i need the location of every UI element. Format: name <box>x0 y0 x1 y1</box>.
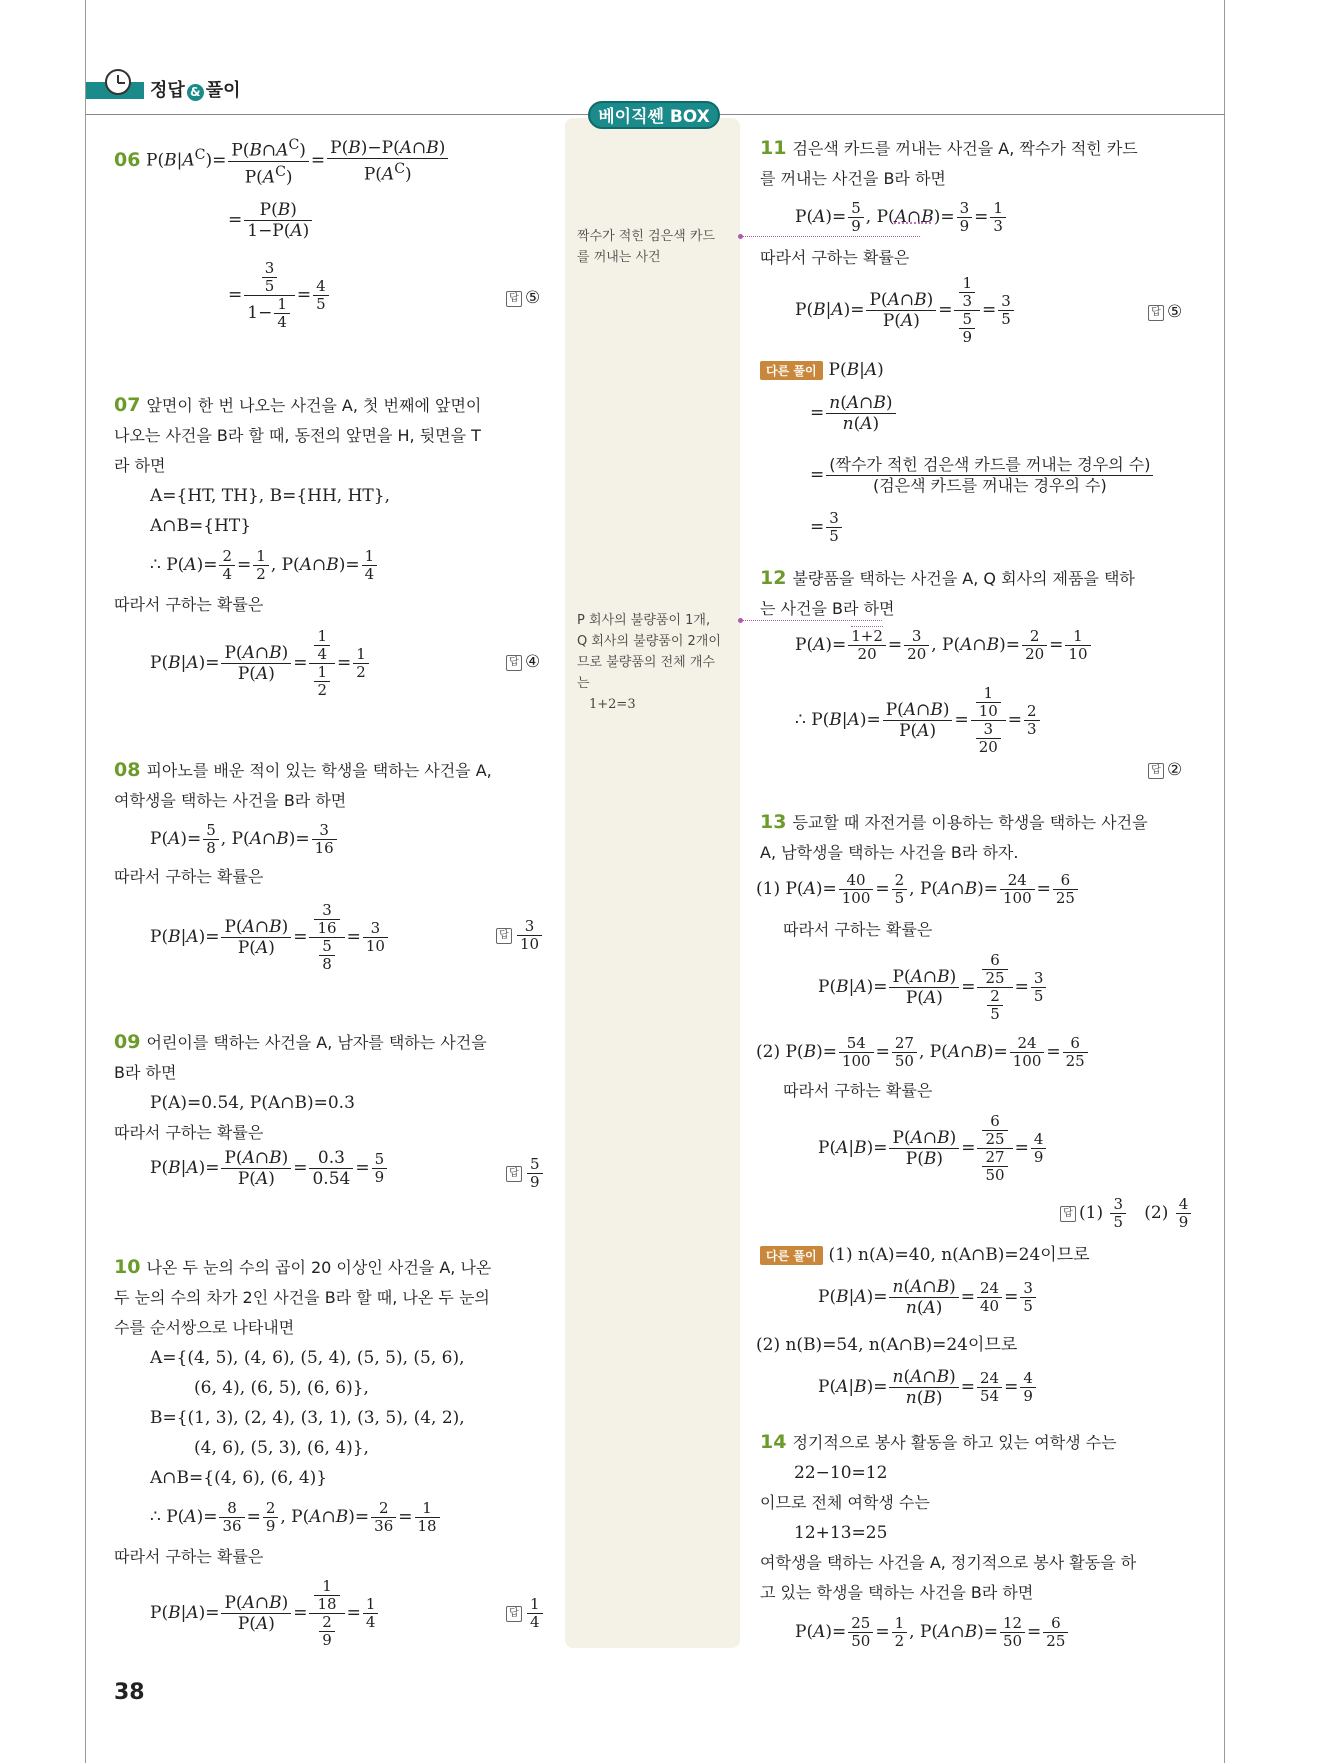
side-note-2-line: 므로 불량품의 전체 개수 <box>577 655 715 670</box>
p06-eq3: = $\frac{3}{5}$ 1− $\frac{1}{4}$ = $\frac{4}{5}$ <box>228 260 331 331</box>
p12-answer <box>1148 760 1182 780</box>
p13-eq1: (1) P(A)= $\frac{40}{100}$ = $\frac{2}{5}$ , P(A∩B)= $\frac{24}{100}$ = $\frac{6}{25}$ <box>756 872 1080 907</box>
p13-eq2: P(B|A)= $\frac{P(A\cap B)}{P(A)}$ = $\frac{\frac{6}{25}}{\frac{2}{5}}$ = $\frac{3}{5}$ <box>818 952 1048 1023</box>
p10-line: 두 눈의 수의 차가 2인 사건을 B라 할 때, 나온 두 눈의 <box>114 1288 490 1307</box>
p11-alt-3: = $\frac{\text{(짝수가 적힌 검은색 카드를 꺼내는 경우의 수)}}{\text{(검은색 카드를 꺼내는 경우의 수)}}$ <box>810 455 1155 496</box>
p06-eq2: = $\frac{P(B)}{1-P(A)}$ <box>228 200 314 241</box>
p08-eq1: P(A)= $\frac{5}{8}$ , P(A∩B)= $\frac{3}{16}$ <box>150 822 339 857</box>
p06-eq1: $P(B|A^C)=$ $\frac{P(B\cap A^C)}{P(A^C)}$ = $\frac{P(B)-P(A\cap B)}{P(A^C)}$ <box>146 135 450 187</box>
p10-line: 수를 순서쌍으로 나타내면 <box>114 1318 295 1337</box>
p10-answer: 답 $\frac{1}{4}$ <box>506 1596 545 1631</box>
side-note-2 <box>577 610 721 715</box>
p11-answer-value: ⑤ <box>1167 302 1183 322</box>
answer-icon: 답 <box>496 928 512 944</box>
p06-answer-value: ⑤ <box>525 288 541 308</box>
p08-eq2: P(B|A)= $\frac{P(A\cap B)}{P(A)}$ = $\frac{\frac{3}{16}}{\frac{5}{8}}$ = $\frac{3}{10}$ <box>150 902 390 973</box>
side-note-2-calc: 1+2=3 <box>589 697 636 712</box>
p11-eq1: P(A)= $\frac{5}{9}$ , P(A∩B)= $\frac{3}{9}$ = $\frac{1}{3}$ <box>795 200 1008 235</box>
p13-conclude-2: 따라서 구하는 확률은 <box>783 1081 933 1100</box>
problem-number: 12 <box>760 567 787 589</box>
problem-06 <box>114 145 146 176</box>
p13-alt-eq1: P(B|A)= $\frac{n(A\cap B)}{n(A)}$ = $\frac{24}{40}$ = $\frac{3}{5}$ <box>818 1277 1038 1318</box>
p10-set: B={(1, 3), (2, 4), (3, 1), (3, 5), (4, 2), <box>150 1408 465 1428</box>
p11-alt-denominator: (검은색 카드를 꺼내는 경우의 수) <box>872 476 1107 495</box>
p10-set: A={(4, 5), (4, 6), (5, 4), (5, 5), (5, 6), <box>150 1348 465 1368</box>
header-title-right: 풀이 <box>205 80 241 101</box>
problem-number: 13 <box>760 811 787 833</box>
p06-answer <box>506 288 540 308</box>
problem-08 <box>114 755 549 816</box>
side-note-2-line: P 회사의 불량품이 1개, <box>577 613 711 628</box>
alarm-clock-icon <box>105 69 131 95</box>
p09-line: 어린이를 택하는 사건을 A, 남자를 택하는 사건을 <box>146 1033 487 1052</box>
header-amp: & <box>187 84 204 101</box>
p14-calc: 12+13=25 <box>794 1523 888 1543</box>
side-note-1-line: 를 꺼내는 사건 <box>577 250 661 265</box>
p14-line: 이므로 전체 여학생 수는 <box>760 1493 930 1512</box>
p09-given: P(A)=0.54, P(A∩B)=0.3 <box>150 1093 355 1113</box>
p13-alt2-text: (2) n(B)=54, n(A∩B)=24이므로 <box>756 1335 1018 1355</box>
p07-line: 라 하면 <box>114 456 166 475</box>
p08-conclude: 따라서 구하는 확률은 <box>114 867 264 886</box>
p13-line: 등교할 때 자전거를 이용하는 학생을 택하는 사건을 <box>792 813 1148 832</box>
box-badge-en: BOX <box>669 107 710 127</box>
box-badge <box>588 101 720 129</box>
answer-icon: 답 <box>506 1606 522 1622</box>
p10-conclude: 따라서 구하는 확률은 <box>114 1547 264 1566</box>
problem-12 <box>760 563 1195 624</box>
p14-line: 여학생을 택하는 사건을 A, 정기적으로 봉사 활동을 하 <box>760 1553 1137 1572</box>
problem-10 <box>114 1252 554 1493</box>
p13-line: A, 남학생을 택하는 사건을 B라 하자. <box>760 843 1019 862</box>
answer-icon: 답 <box>506 291 522 307</box>
p14-line: 고 있는 학생을 택하는 사건을 B라 하면 <box>760 1583 1034 1602</box>
p13-eq3: (2) P(B)= $\frac{54}{100}$ = $\frac{27}{50}$ , P(A∩B)= $\frac{24}{100}$ = $\frac{6}{25}$ <box>756 1035 1090 1070</box>
alt-solution-label: 다른 풀이 <box>760 361 823 380</box>
p12-line: 불량품을 택하는 사건을 A, Q 회사의 제품을 택하 <box>792 569 1135 588</box>
side-note-2-line: 는 <box>577 676 590 691</box>
side-note-1 <box>577 226 715 268</box>
p14-eq: P(A)= $\frac{25}{50}$ = $\frac{1}{2}$ , P(A∩B)= $\frac{12}{50}$ = $\frac{6}{25}$ <box>795 1615 1070 1650</box>
alt-solution-label: 다른 풀이 <box>760 1246 823 1265</box>
p08-line: 여학생을 택하는 사건을 B라 하면 <box>114 791 347 810</box>
problem-number: 06 <box>114 149 141 171</box>
p07-answer-value: ④ <box>525 652 541 672</box>
p11-alt-1: 다른 풀이 P(B|A) <box>760 360 884 380</box>
p07-line: 나오는 사건을 B라 할 때, 동전의 앞면을 H, 뒷면을 T <box>114 426 481 445</box>
p14-line: 정기적으로 봉사 활동을 하고 있는 여학생 수는 <box>792 1433 1117 1452</box>
problem-number: 07 <box>114 394 141 416</box>
side-note-1-line: 짝수가 적힌 검은색 카드 <box>577 229 715 244</box>
p11-conclude: 따라서 구하는 확률은 <box>760 248 910 267</box>
p10-set: (4, 6), (5, 3), (6, 4)}, <box>194 1438 369 1458</box>
p13-answer: 답 (1) $\frac{3}{5}$ (2) $\frac{4}{9}$ <box>1060 1196 1193 1231</box>
p11-alt-2: = $\frac{n(A\cap B)}{n(A)}$ <box>810 393 898 434</box>
p14-calc: 22−10=12 <box>794 1463 888 1483</box>
p12-line: 는 사건을 B라 하면 <box>760 599 895 618</box>
p12-eq1: P(A)= $\frac{1+2}{20}$ = $\frac{3}{20}$ , P(A∩B)= $\frac{2}{20}$ = $\frac{1}{10}$ <box>795 628 1093 663</box>
p07-conclude: 따라서 구하는 확률은 <box>114 595 264 614</box>
p09-line: B라 하면 <box>114 1063 177 1082</box>
p10-eq1: ∴ P(A)= $\frac{8}{36}$ = $\frac{2}{9}$ , P(A∩B)= $\frac{2}{36}$ = $\frac{1}{18}$ <box>150 1500 442 1535</box>
p10-eq2: P(B|A)= $\frac{P(A\cap B)}{P(A)}$ = $\frac{\frac{1}{18}}{\frac{2}{9}}$ = $\frac{1}{4}$ <box>150 1578 380 1649</box>
p07-eq2: P(B|A)= $\frac{P(A\cap B)}{P(A)}$ = $\frac{\frac{1}{4}}{\frac{1}{2}}$ = $\frac{1}{2}$ <box>150 628 371 699</box>
problem-number: 11 <box>760 137 787 159</box>
answer-icon: 답 <box>1148 763 1164 779</box>
p13-conclude-1: 따라서 구하는 확률은 <box>783 920 933 939</box>
answer-icon: 답 <box>506 1166 522 1182</box>
side-note-1-leader <box>742 236 920 237</box>
p12-eq2: ∴ P(B|A)= $\frac{P(A\cap B)}{P(A)}$ = $\frac{\frac{1}{10}}{\frac{3}{20}}$ = $\frac{2}{3}$ <box>795 685 1042 756</box>
problem-number: 08 <box>114 759 141 781</box>
p10-set: A∩B={(4, 6), (6, 4)} <box>150 1468 328 1488</box>
p08-line: 피아노를 배운 적이 있는 학생을 택하는 사건을 A, <box>146 761 492 780</box>
answer-icon: 답 <box>1148 305 1164 321</box>
p13-alt-eq2: P(A|B)= $\frac{n(A\cap B)}{n(B)}$ = $\frac{24}{54}$ = $\frac{4}{9}$ <box>818 1367 1038 1408</box>
problem-09 <box>114 1027 549 1148</box>
problem-number: 09 <box>114 1031 141 1053</box>
problem-number: 10 <box>114 1256 141 1278</box>
problem-07 <box>114 390 549 541</box>
right-margin-line <box>1224 0 1225 1763</box>
answer-icon: 답 <box>506 655 522 671</box>
p07-eq1: ∴ P(A)= $\frac{2}{4}$ = $\frac{1}{2}$ , P(A∩B)= $\frac{1}{4}$ <box>150 548 379 583</box>
p13-alt-1 <box>760 1240 1090 1265</box>
p07-line: 앞면이 한 번 나오는 사건을 A, 첫 번째에 앞면이 <box>146 396 482 415</box>
p10-line: 나온 두 눈의 수의 곱이 20 이상인 사건을 A, 나온 <box>146 1258 492 1277</box>
p11-line: 를 꺼내는 사건을 B라 하면 <box>760 169 946 188</box>
problem-13 <box>760 807 1200 868</box>
problem-number: 14 <box>760 1431 787 1453</box>
p11-line: 검은색 카드를 꺼내는 사건을 A, 짝수가 적힌 카드 <box>792 139 1138 158</box>
p08-answer: 답 $\frac{3}{10}$ <box>496 918 544 953</box>
p11-eq2: P(B|A)= $\frac{P(A\cap B)}{P(A)}$ = $\frac{\frac{1}{3}}{\frac{5}{9}}$ = $\frac{3}{5}$ <box>795 275 1016 346</box>
p07-answer <box>506 652 540 672</box>
p13-eq4: P(A|B)= $\frac{P(A\cap B)}{P(B)}$ = $\frac{\frac{6}{25}}{\frac{27}{50}}$ = $\frac{4}{9}$ <box>818 1113 1048 1184</box>
header-title-left: 정답 <box>150 80 185 101</box>
p13-alt1-text: (1) n(A)=40, n(A∩B)=24이므로 <box>828 1245 1090 1265</box>
problem-14 <box>760 1427 1200 1608</box>
p12-answer-value: ② <box>1167 760 1183 780</box>
problem-11 <box>760 133 1195 194</box>
p11-alt-4: = $\frac{3}{5}$ <box>810 510 844 545</box>
p09-conclude: 따라서 구하는 확률은 <box>114 1123 264 1142</box>
answer-icon: 답 <box>1060 1206 1076 1222</box>
left-margin-line <box>85 0 86 1763</box>
p09-eq: P(B|A)= $\frac{P(A\cap B)}{P(A)}$ = $\frac{0.3}{0.54}$ = $\frac{5}{9}$ <box>150 1148 389 1189</box>
page-number: 38 <box>114 1680 145 1705</box>
p11-alt-numerator: (짝수가 적힌 검은색 카드를 꺼내는 경우의 수) <box>826 455 1153 476</box>
p09-answer: 답 $\frac{5}{9}$ <box>506 1156 545 1191</box>
p11-answer <box>1148 302 1182 322</box>
side-note-column <box>565 118 740 1648</box>
side-note-2-line: Q 회사의 불량품이 2개이 <box>577 634 721 649</box>
p07-set: A={HT, TH}, B={HH, HT}, <box>150 486 390 506</box>
box-badge-kr: 베이직쎈 <box>598 107 664 127</box>
p07-set: A∩B={HT} <box>150 516 252 536</box>
p10-set: (6, 4), (6, 5), (6, 6)}, <box>194 1378 369 1398</box>
header-title <box>150 76 241 102</box>
